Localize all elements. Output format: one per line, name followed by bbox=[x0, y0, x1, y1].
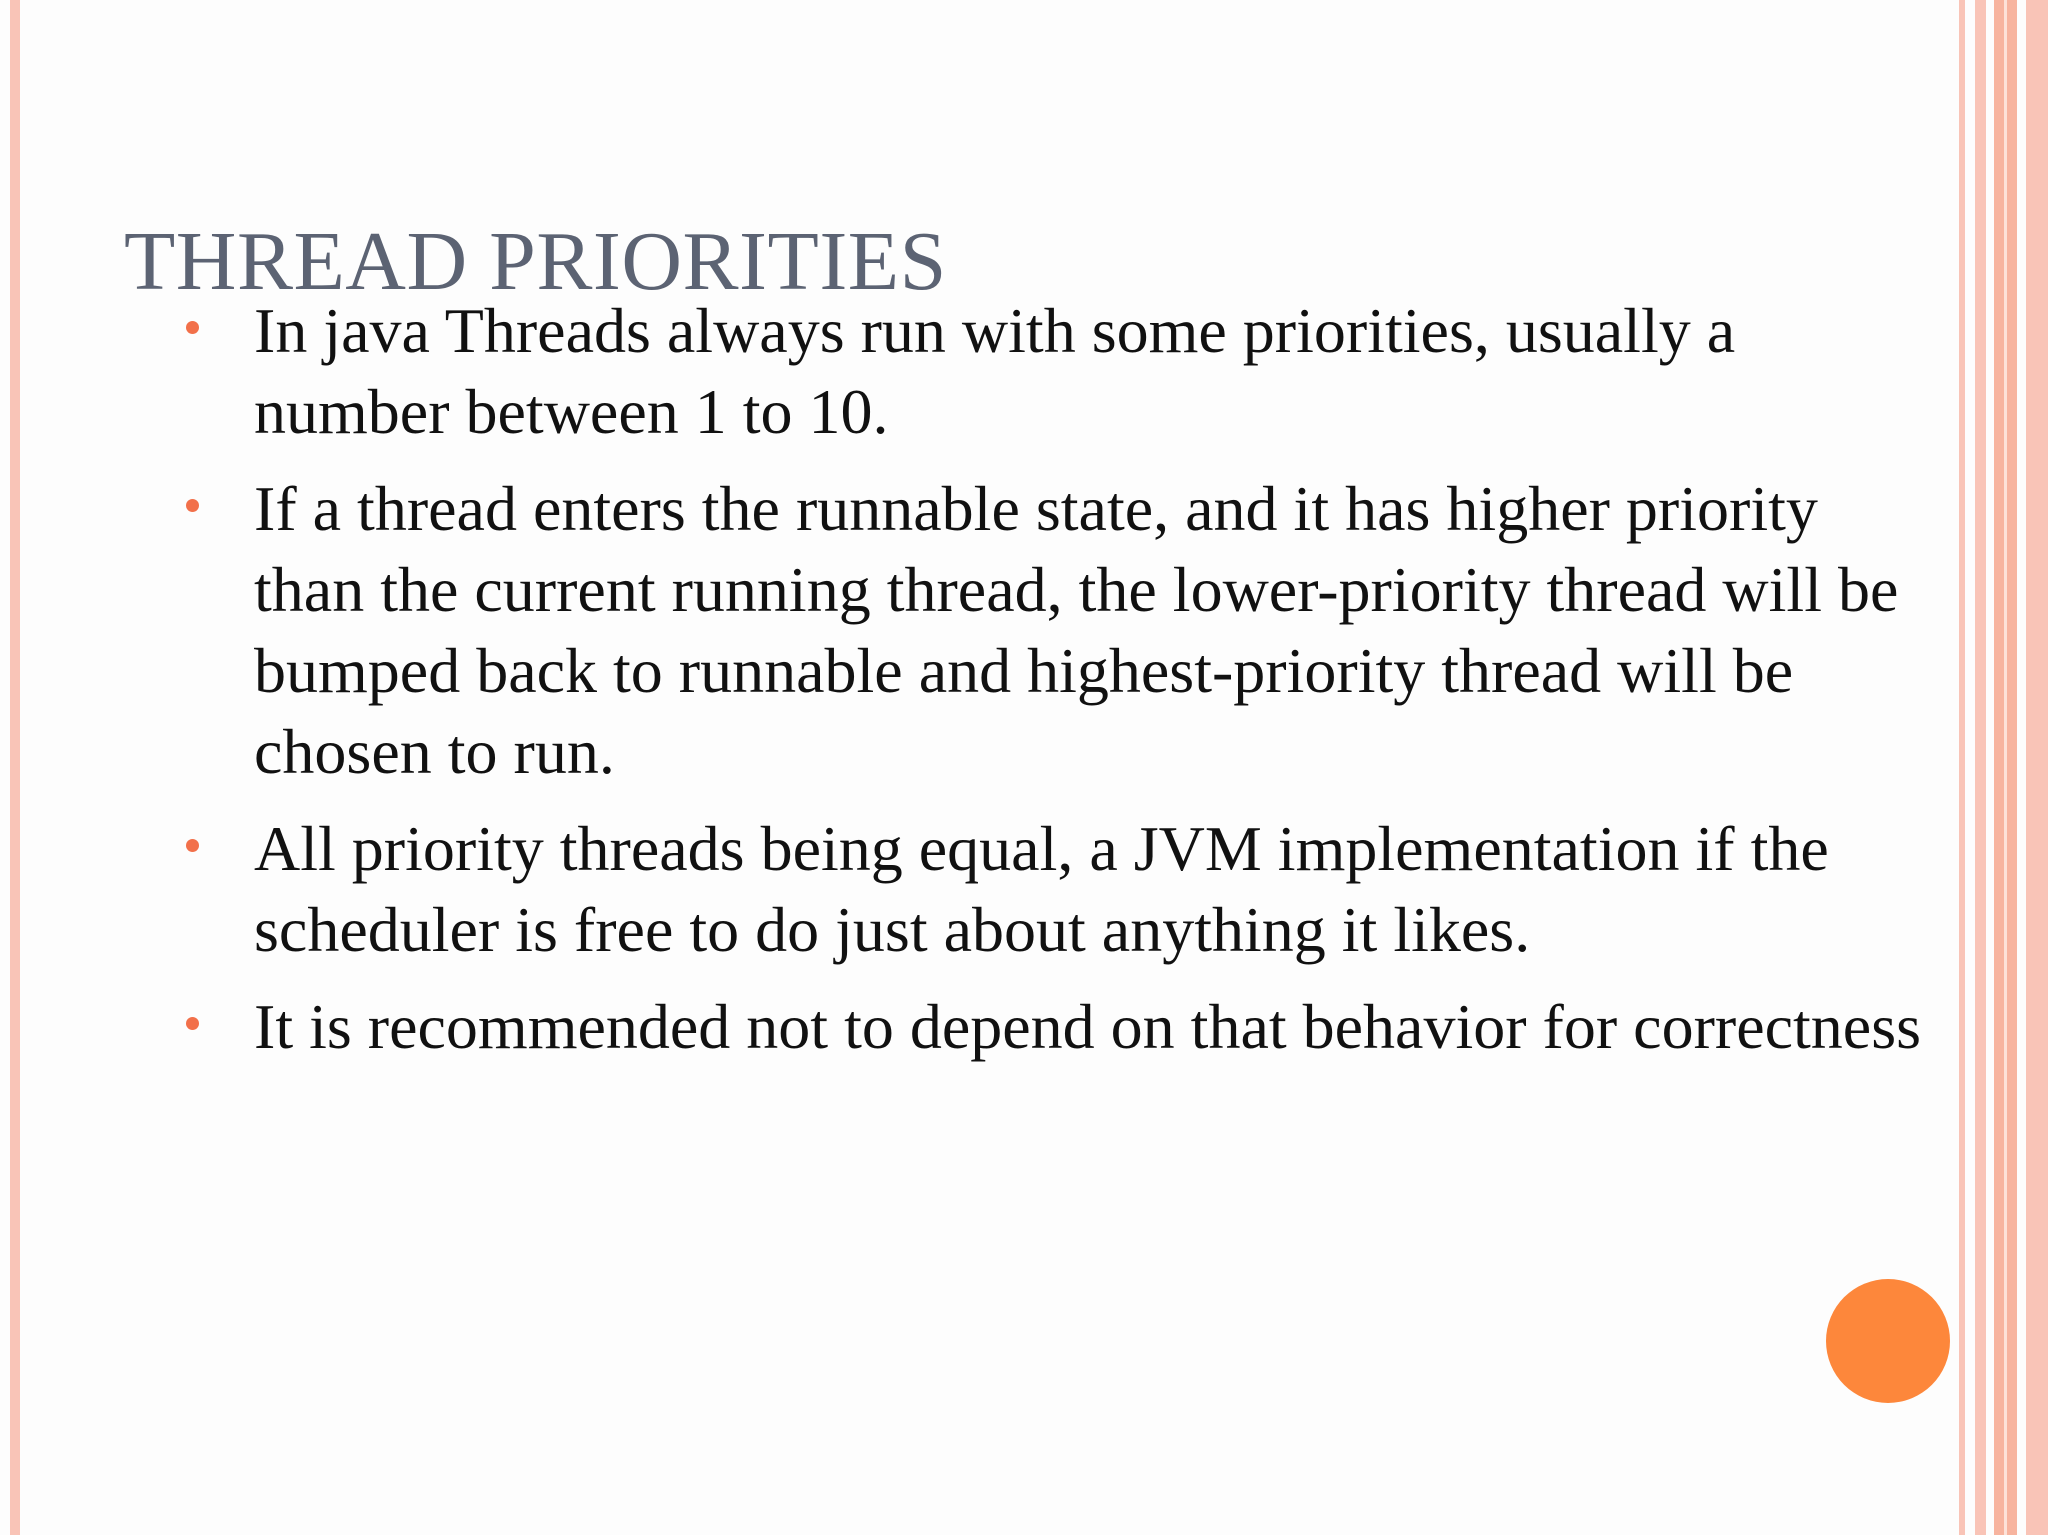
bullet-dot-icon bbox=[186, 499, 199, 512]
bullet-item bbox=[186, 808, 1926, 970]
bullet-dot-icon bbox=[186, 839, 199, 852]
bullet-text: It is recommended not to depend on that behavior for correctness bbox=[254, 991, 1921, 1062]
slide-title: THREAD PRIORITIES bbox=[124, 215, 947, 308]
bullet-dot-icon bbox=[186, 1017, 199, 1030]
bullet-dot-icon bbox=[186, 321, 199, 334]
bullet-text: In java Threads always run with some priorities, usually a number between 1 to 10. bbox=[254, 295, 1736, 447]
frame-bar-right bbox=[1994, 0, 2004, 1535]
frame-bar-right bbox=[2026, 0, 2048, 1535]
bullet-text: If a thread enters the runnable state, and it has higher priority than the current running thread, the lower-priority thread will be bumped back to runnable and highest-priority thread will be chosen to run. bbox=[254, 473, 1899, 787]
orange-circle-icon bbox=[1826, 1279, 1950, 1403]
frame-bar-right bbox=[2007, 0, 2017, 1535]
bullet-list bbox=[186, 290, 1926, 1083]
bullet-item bbox=[186, 986, 1926, 1067]
bullet-item bbox=[186, 290, 1926, 452]
frame-bar-right bbox=[1959, 0, 1965, 1535]
frame-bar-right bbox=[1975, 0, 1986, 1535]
frame-bar-left bbox=[10, 0, 20, 1535]
bullet-text: All priority threads being equal, a JVM implementation if the scheduler is free to do just about anything it likes. bbox=[254, 813, 1829, 965]
bullet-item bbox=[186, 468, 1926, 792]
